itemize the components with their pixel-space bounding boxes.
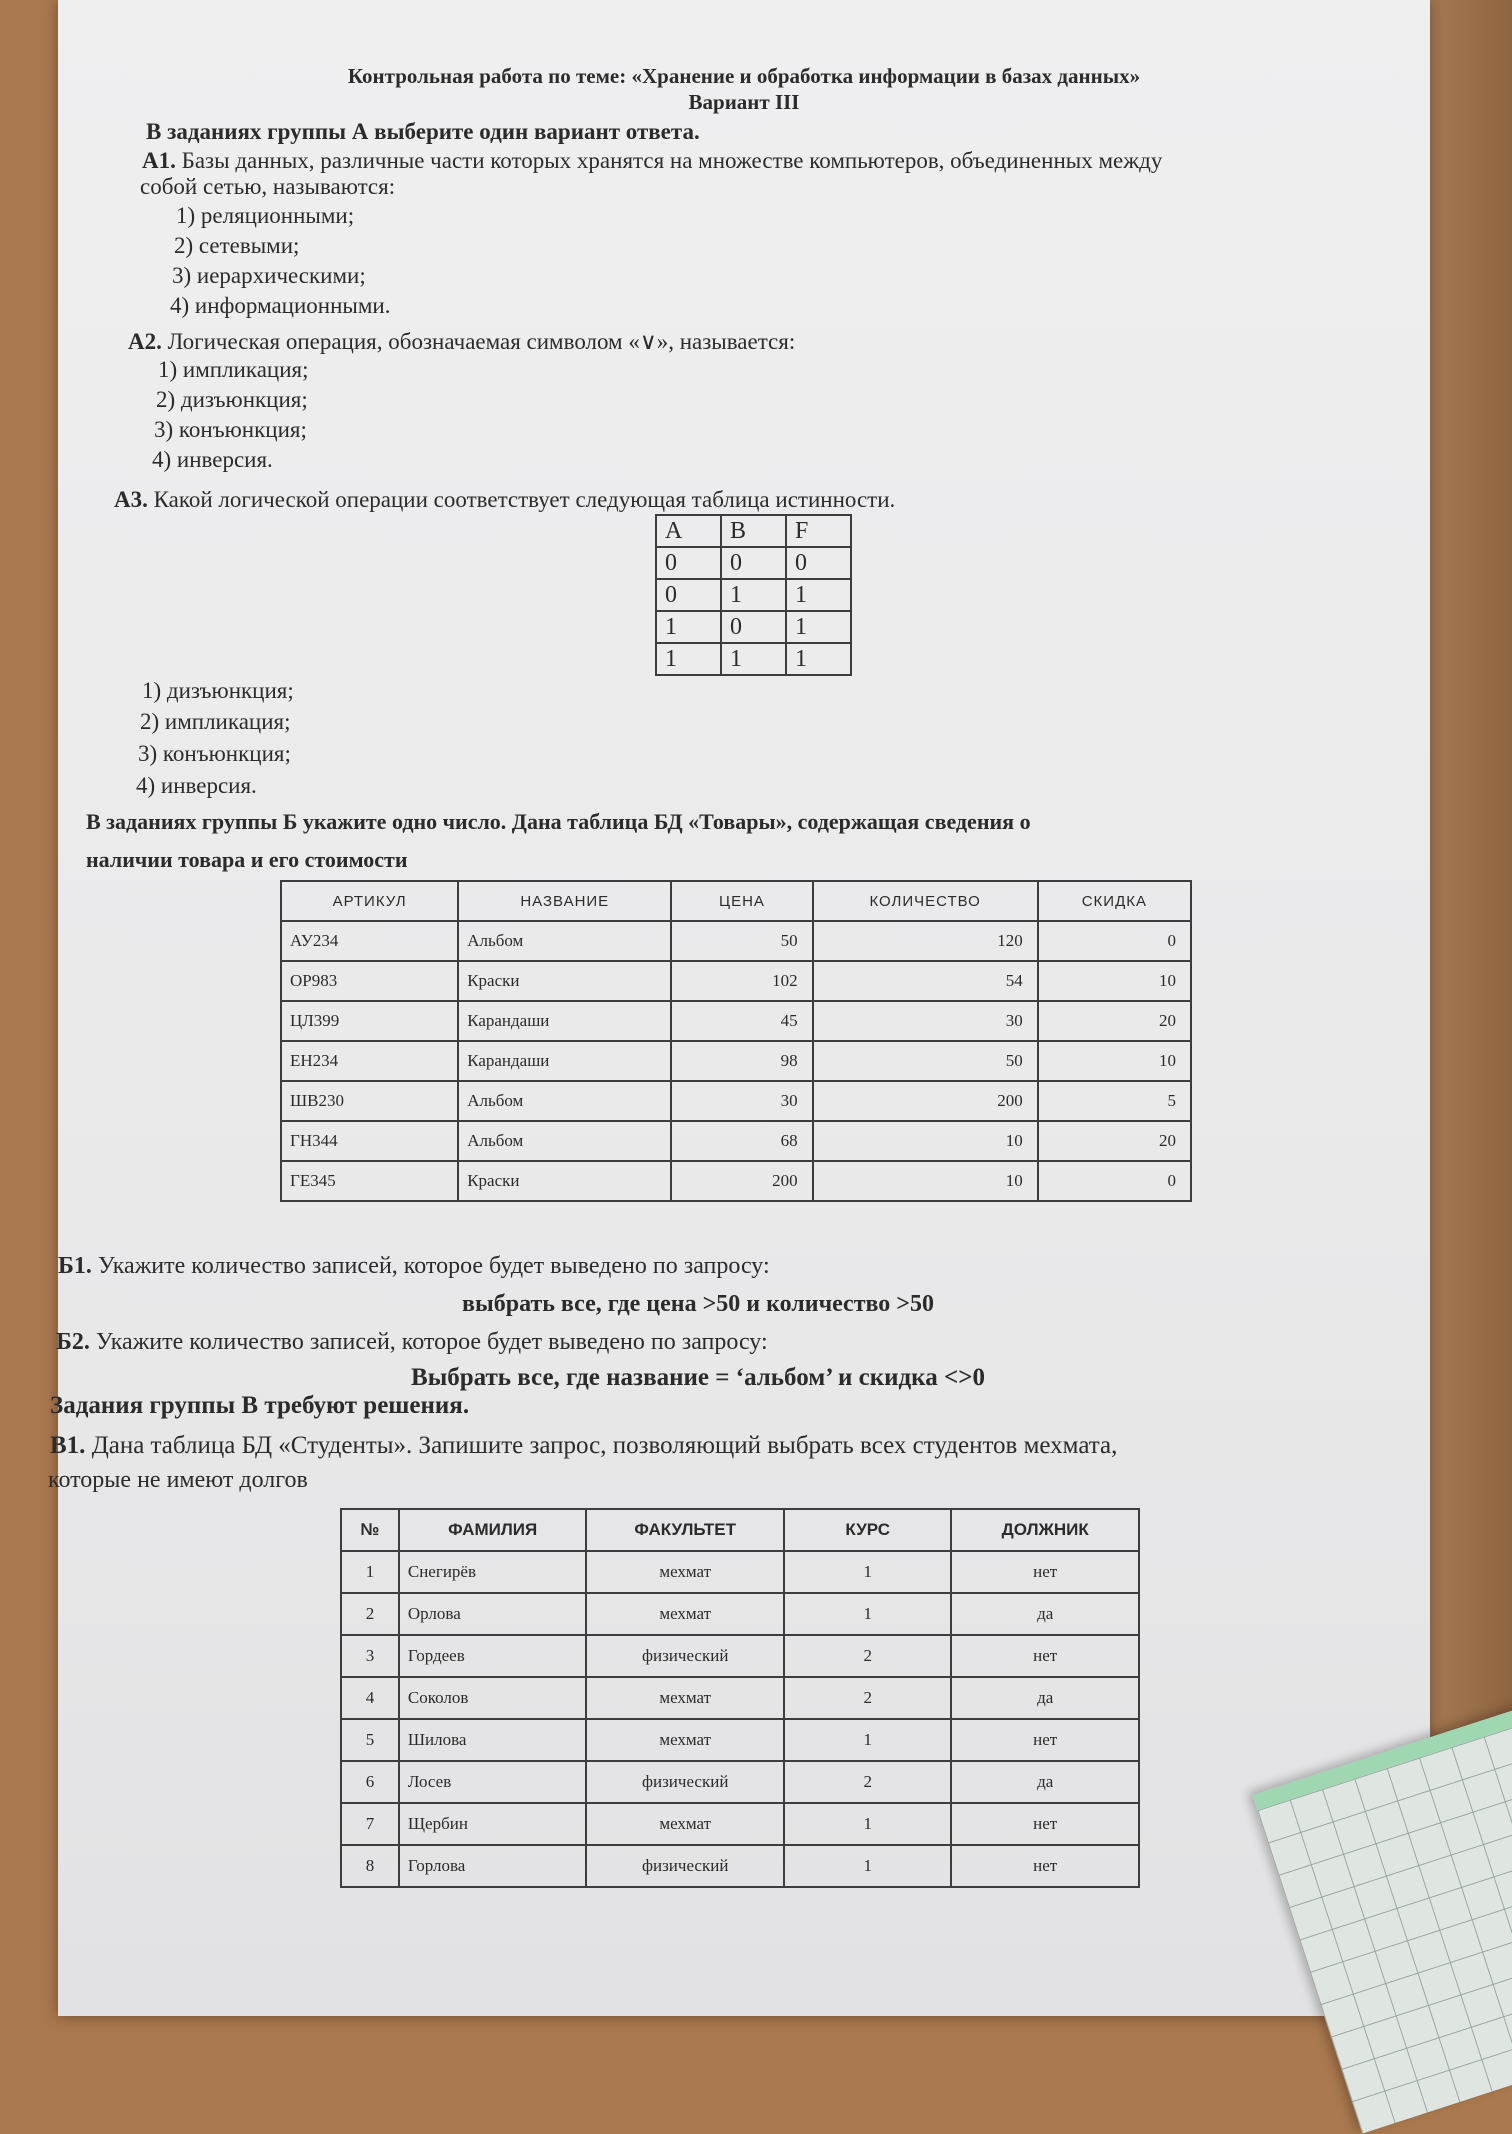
header-cell: № [341, 1509, 399, 1551]
table-cell: 200 [813, 1081, 1038, 1121]
table-cell: мехмат [586, 1551, 784, 1593]
table-cell: Шилова [399, 1719, 587, 1761]
table-row [281, 1121, 1191, 1161]
table-cell: 0 [721, 547, 786, 579]
option-a3-2: 2) импликация; [140, 709, 291, 734]
question-number: А2. [128, 329, 162, 354]
table-cell: 1 [784, 1593, 951, 1635]
table-cell: 45 [671, 1001, 812, 1041]
table-row [341, 1719, 1139, 1761]
table-cell: 10 [1038, 961, 1191, 1001]
header-cell: КУРС [784, 1509, 951, 1551]
table-cell: 1 [656, 611, 721, 643]
table-cell: Горлова [399, 1845, 587, 1887]
table-cell: Снегирёв [399, 1551, 587, 1593]
table-cell: ЕН234 [281, 1041, 458, 1081]
option-a1-1: 1) реляционными; [176, 203, 355, 228]
table-cell: нет [951, 1803, 1139, 1845]
table-cell: Орлова [399, 1593, 587, 1635]
option-a2-3: 3) конъюнкция; [154, 417, 307, 442]
table-cell: 120 [813, 921, 1038, 961]
table-cell: физический [586, 1761, 784, 1803]
table-cell: 68 [671, 1121, 812, 1161]
header-cell: A [656, 515, 721, 547]
option-a1-3: 3) иерархическими; [172, 263, 366, 288]
table-cell: 6 [341, 1761, 399, 1803]
table-row [656, 579, 851, 611]
table-cell: 2 [341, 1593, 399, 1635]
table-cell: 8 [341, 1845, 399, 1887]
option-a1-4: 4) информационными. [170, 293, 391, 318]
table-cell: 1 [784, 1803, 951, 1845]
query-b2: Выбрать все, где название = ‘альбом’ и скидка <>0 [411, 1364, 985, 1391]
table-cell: физический [586, 1845, 784, 1887]
table-cell: 20 [1038, 1001, 1191, 1041]
table-cell: ШВ230 [281, 1081, 458, 1121]
table-cell: 10 [813, 1161, 1038, 1201]
table-cell: 200 [671, 1161, 812, 1201]
table-cell: 1 [721, 643, 786, 675]
question-number: Б2. [56, 1329, 90, 1355]
table-row [656, 547, 851, 579]
table-cell: да [951, 1593, 1139, 1635]
table-cell: ГН344 [281, 1121, 458, 1161]
table-cell: 1 [341, 1551, 399, 1593]
table-row [281, 1081, 1191, 1121]
header-cell: КОЛИЧЕСТВО [813, 881, 1038, 921]
table-header-row [341, 1509, 1139, 1551]
question-text: Укажите количество записей, которое будет выведено по запросу: [95, 1329, 768, 1355]
table-row [341, 1845, 1139, 1887]
table-cell: 1 [656, 643, 721, 675]
question-text: Базы данных, различные части которых хранятся на множестве компьютеров, объединенных между [181, 148, 1163, 173]
table-cell: да [951, 1761, 1139, 1803]
table-cell: 20 [1038, 1121, 1191, 1161]
table-cell: нет [951, 1845, 1139, 1887]
table-cell: 0 [721, 611, 786, 643]
table-cell: 50 [671, 921, 812, 961]
worksheet-title: Контрольная работа по теме: «Хранение и обработка информации в базах данных» [347, 64, 1141, 88]
students-table [340, 1508, 1140, 1888]
table-cell: 5 [341, 1719, 399, 1761]
header-cell: ЦЕНА [671, 881, 812, 921]
question-number: А3. [114, 487, 148, 512]
table-cell: Лосев [399, 1761, 587, 1803]
table-row [281, 961, 1191, 1001]
table-cell: 54 [813, 961, 1038, 1001]
table-cell: 1 [786, 643, 851, 675]
table-row [281, 1161, 1191, 1201]
table-cell: мехмат [586, 1803, 784, 1845]
table-cell: 0 [656, 547, 721, 579]
header-cell: ФАМИЛИЯ [399, 1509, 587, 1551]
option-a1-2: 2) сетевыми; [174, 233, 300, 258]
goods-table [280, 880, 1192, 1202]
table-cell: нет [951, 1719, 1139, 1761]
option-a3-4: 4) инверсия. [136, 773, 257, 798]
table-cell: 3 [341, 1635, 399, 1677]
option-a2-1: 1) импликация; [158, 357, 309, 382]
table-cell: 2 [784, 1761, 951, 1803]
table-cell: да [951, 1677, 1139, 1719]
question-b1 [58, 1252, 770, 1280]
table-cell: мехмат [586, 1719, 784, 1761]
table-cell: 1 [784, 1845, 951, 1887]
question-text: Логическая операция, обозначаемая символом «∨», называется: [167, 329, 796, 354]
table-cell: 7 [341, 1803, 399, 1845]
table-cell: 0 [1038, 921, 1191, 961]
variant-label: Вариант III [688, 90, 800, 114]
option-a2-4: 4) инверсия. [152, 447, 273, 472]
table-row [341, 1761, 1139, 1803]
table-cell: 98 [671, 1041, 812, 1081]
question-a3 [114, 486, 895, 514]
table-cell: Альбом [458, 1121, 671, 1161]
option-a3-1: 1) дизъюнкция; [142, 678, 294, 703]
table-cell: 10 [1038, 1041, 1191, 1081]
table-cell: Краски [458, 961, 671, 1001]
question-text: Дана таблица БД «Студенты». Запишите запрос, позволяющий выбрать всех студентов мехмата, [91, 1432, 1118, 1459]
table-row [341, 1635, 1139, 1677]
table-cell: Щербин [399, 1803, 587, 1845]
group-v-intro: Задания группы В требуют решения. [50, 1392, 470, 1419]
question-text: Какой логической операции соответствует следующая таблица истинности. [153, 487, 896, 512]
question-a2 [128, 328, 795, 356]
table-header-row [656, 515, 851, 547]
table-cell: физический [586, 1635, 784, 1677]
header-cell: НАЗВАНИЕ [458, 881, 671, 921]
header-cell: F [786, 515, 851, 547]
table-cell: ГЕ345 [281, 1161, 458, 1201]
table-row [341, 1593, 1139, 1635]
option-a3-3: 3) конъюнкция; [138, 741, 291, 766]
table-cell: ОР983 [281, 961, 458, 1001]
table-cell: Соколов [399, 1677, 587, 1719]
question-number: В1. [50, 1432, 86, 1459]
question-a1-continuation: собой сетью, называются: [140, 174, 396, 199]
group-b-intro: В заданиях группы Б укажите одно число. Дана таблица БД «Товары», содержащая сведения о [86, 809, 1031, 834]
table-cell: 1 [784, 1719, 951, 1761]
question-number: Б1. [58, 1253, 92, 1279]
table-cell: 30 [813, 1001, 1038, 1041]
table-cell: Карандаши [458, 1001, 671, 1041]
table-row [341, 1803, 1139, 1845]
header-cell: АРТИКУЛ [281, 881, 458, 921]
worksheet-page [48, 0, 1430, 2016]
truth-table [655, 514, 852, 676]
table-cell: 0 [786, 547, 851, 579]
table-cell: 5 [1038, 1081, 1191, 1121]
table-cell: нет [951, 1635, 1139, 1677]
table-cell: Альбом [458, 1081, 671, 1121]
table-cell: 10 [813, 1121, 1038, 1161]
query-b1: выбрать все, где цена >50 и количество >50 [462, 1291, 934, 1317]
table-row [281, 1001, 1191, 1041]
table-cell: мехмат [586, 1593, 784, 1635]
header-cell: B [721, 515, 786, 547]
table-cell: 2 [784, 1635, 951, 1677]
header-cell: ФАКУЛЬТЕТ [586, 1509, 784, 1551]
table-cell: 30 [671, 1081, 812, 1121]
question-a1 [142, 147, 1162, 175]
question-v1 [50, 1432, 1117, 1460]
question-b2 [56, 1328, 768, 1356]
table-cell: 1 [786, 579, 851, 611]
table-cell: ЦЛ399 [281, 1001, 458, 1041]
table-cell: Карандаши [458, 1041, 671, 1081]
table-cell: мехмат [586, 1677, 784, 1719]
table-cell: 1 [786, 611, 851, 643]
table-header-row [281, 881, 1191, 921]
table-cell: нет [951, 1551, 1139, 1593]
table-row [281, 921, 1191, 961]
table-row [341, 1551, 1139, 1593]
header-cell: ДОЛЖНИК [951, 1509, 1139, 1551]
table-row [656, 643, 851, 675]
table-cell: 0 [656, 579, 721, 611]
option-a2-2: 2) дизъюнкция; [156, 387, 308, 412]
table-cell: Краски [458, 1161, 671, 1201]
table-cell: 1 [721, 579, 786, 611]
table-cell: 2 [784, 1677, 951, 1719]
table-row [281, 1041, 1191, 1081]
table-cell: 0 [1038, 1161, 1191, 1201]
group-b-intro-continuation: наличии товара и его стоимости [86, 847, 408, 872]
question-v1-continuation: которые не имеют долгов [48, 1467, 308, 1493]
table-cell: 102 [671, 961, 812, 1001]
question-text: Укажите количество записей, которое будет выведено по запросу: [97, 1253, 770, 1279]
table-cell: 50 [813, 1041, 1038, 1081]
question-number: А1. [142, 148, 176, 173]
table-cell: 4 [341, 1677, 399, 1719]
table-row [341, 1677, 1139, 1719]
table-cell: АУ234 [281, 921, 458, 961]
table-cell: Гордеев [399, 1635, 587, 1677]
header-cell: СКИДКА [1038, 881, 1191, 921]
table-row [656, 611, 851, 643]
table-cell: Альбом [458, 921, 671, 961]
group-a-intro: В заданиях группы А выберите один вариант ответа. [146, 119, 700, 144]
table-cell: 1 [784, 1551, 951, 1593]
